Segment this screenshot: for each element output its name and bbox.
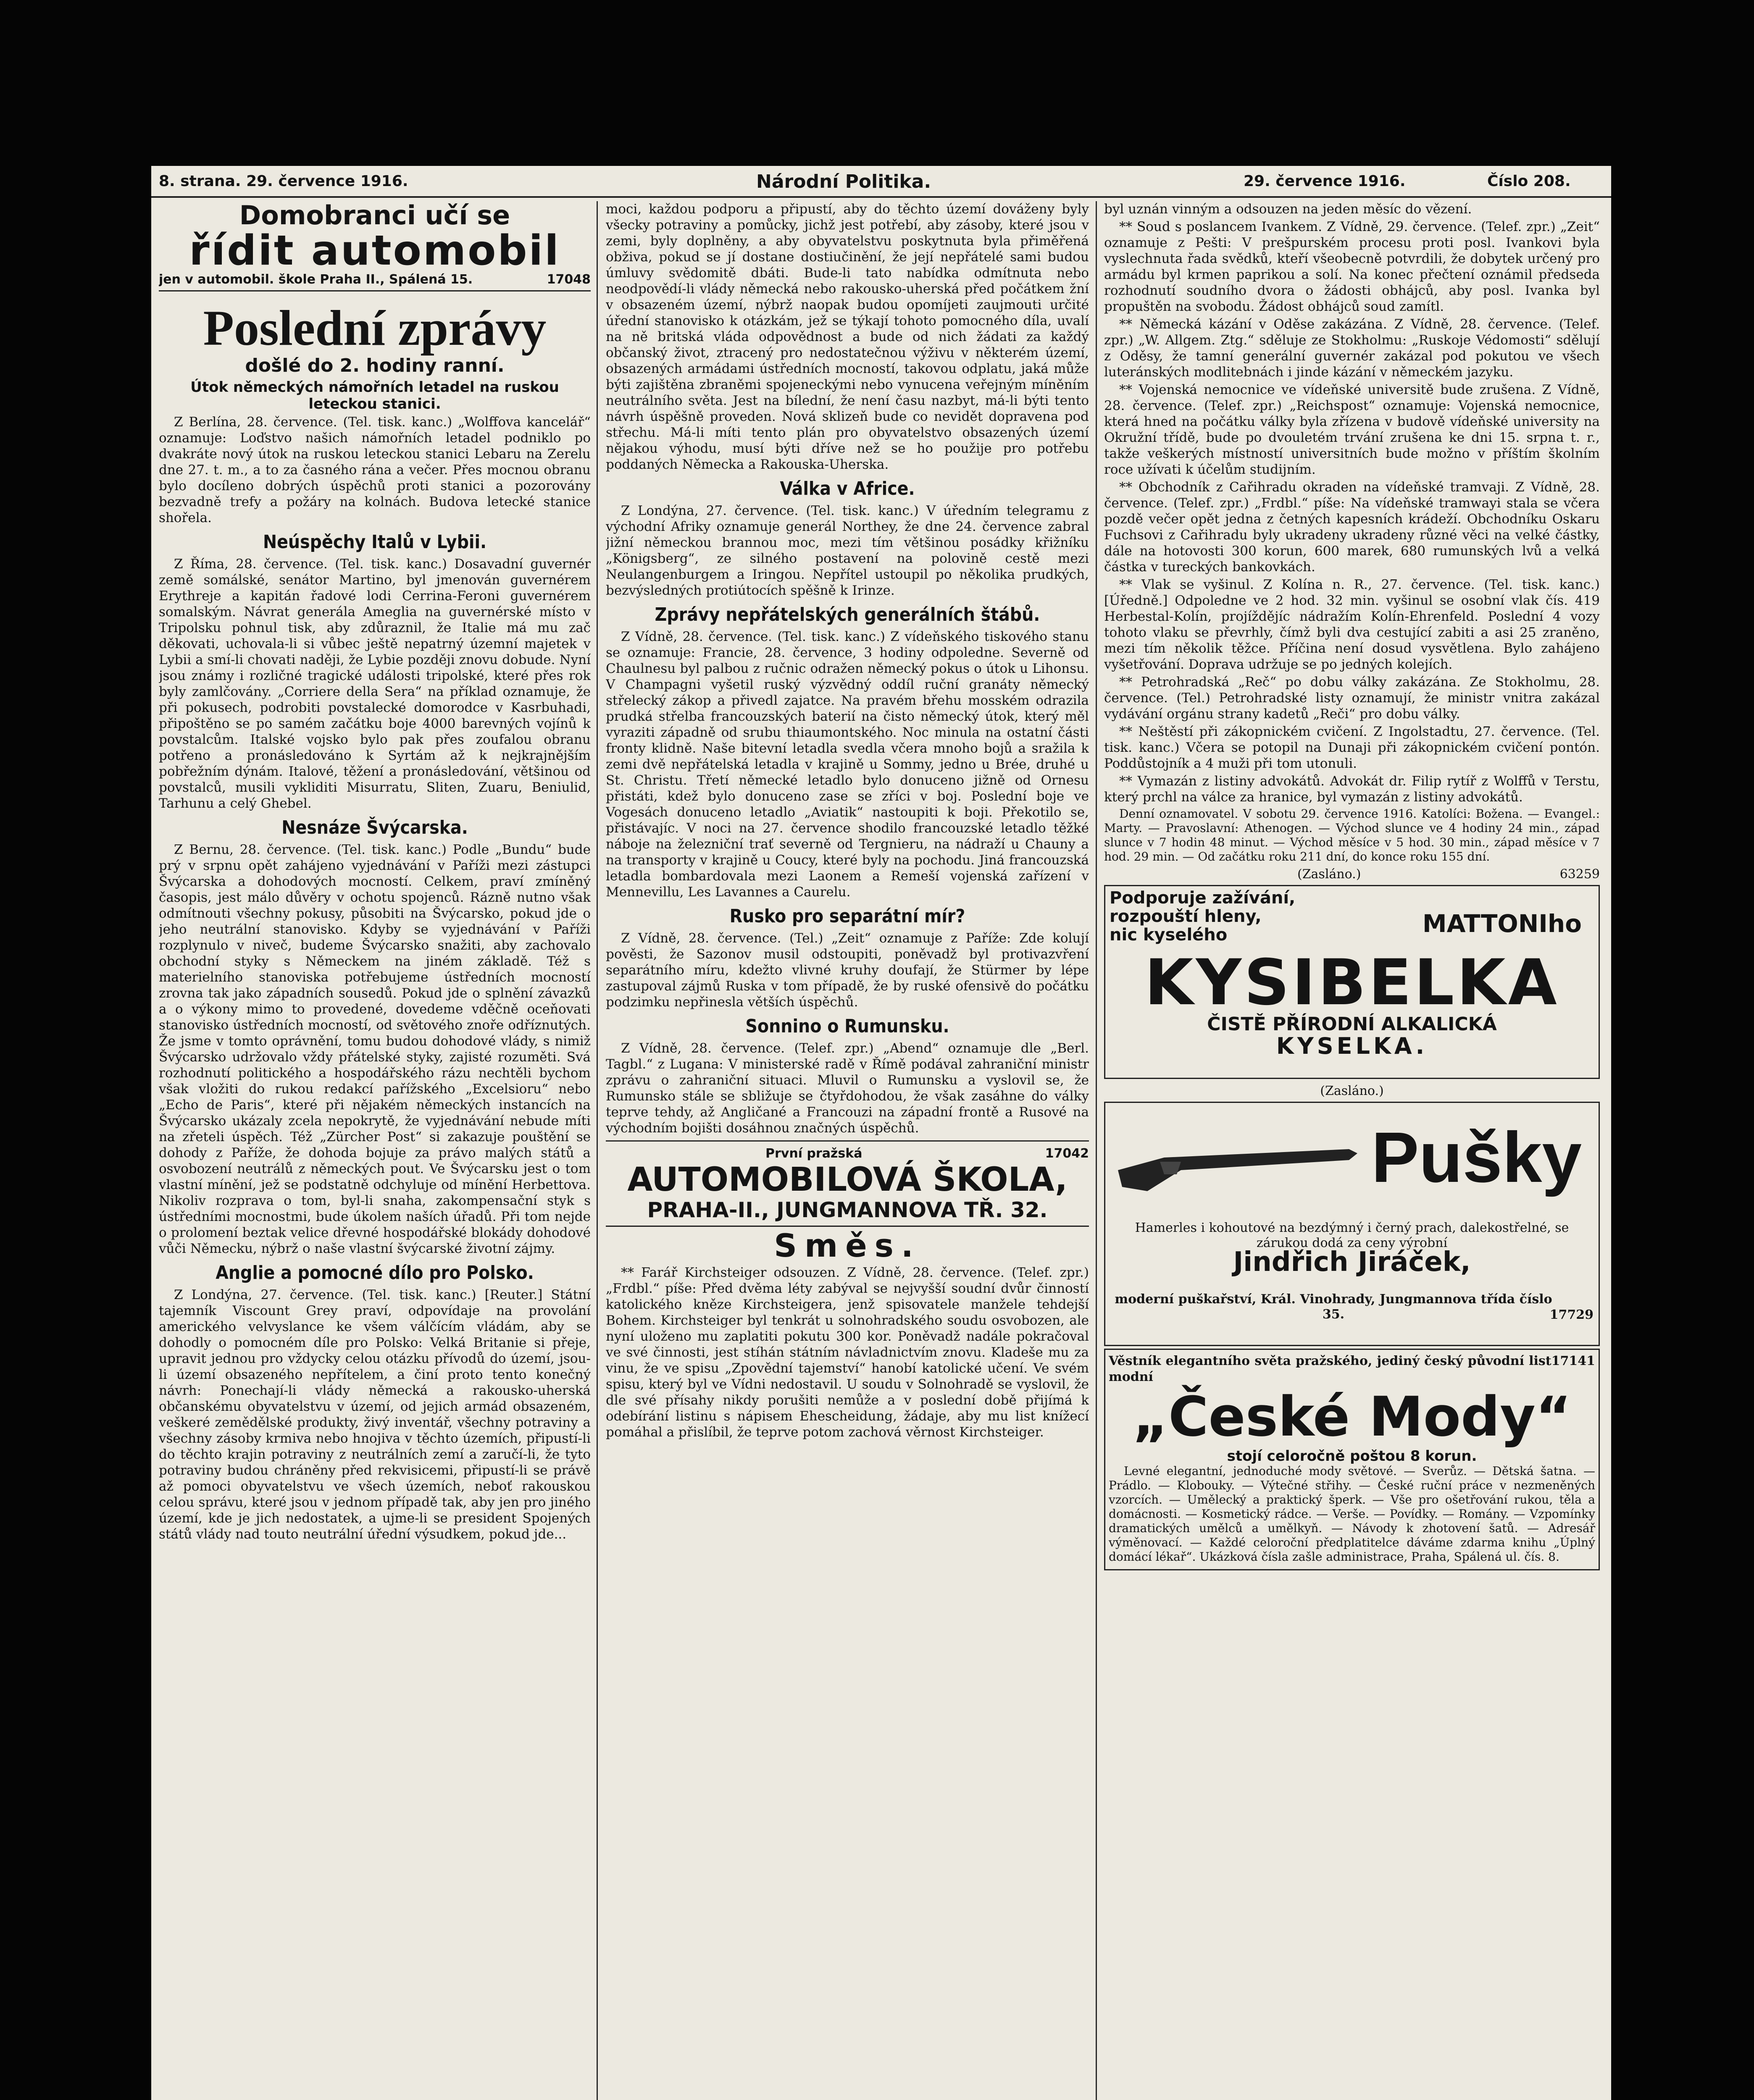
article-heading: Anglie a pomocné dílo pro Polsko. [216,1262,534,1284]
column-2 [606,201,1089,2100]
ad-label: (Zasláno.) [1297,867,1361,882]
driving-school-ad [159,201,591,291]
automobile-school-ad [606,1146,1089,1227]
latest-news-title: Poslední zprávy [203,300,547,356]
ad-subtitle: stojí celoročně poštou 8 korun. [1227,1448,1477,1465]
article-text: ** Farář Kirchsteiger odsouzen. Z Vídně, 28. července. (Telef. zpr.) „Frdbl.“ píše: Před dvěma léty zabýval se nejvyšší soudní dvůr činností katolického kněze Kirchsteigera, jenž spisovatele manžele tehdejší Bohem. Kirchsteiger byl tenkrát u solnohradského soudu osvobozen, ale nyní uloženo mu zaplatiti pokutu 300 kor. Poněvadž nadále pokračoval ve své činnosti, jest stíhán státním návladnictvím znovu. Kladeše mu za vinu, že ve spisu „Zpovědní tajemství“ hanobí katolické učení. Ve svém spisu, který byl ve Vídni nedostavil. U soudu v Solnohradě se vyslovil, že dle své přísahy nikdy porušiti nemůže a v poslední době přijímá k odebírání listinu s nápisem Ehescheidung, žádaje, aby mu list knížecí pomáhal a přislíbil, že teprve potom zachová věrnost Kirchsteiger. [606,1265,1089,1440]
news-item: ** Vlak se vyšinul. Z Kolína n. R., 27. července. (Tel. tisk. kanc.) [Úředně.] Odpoledne ve 2 hod. 32 min. vyšinul se osobní vlak čís. 419 Herbestal-Kolín, projíždějíc nádražím Kolín-Ehrenfeld. Poslední 4 vozy tohoto vlaku se převrhly, čímž byli dva cestující zabiti a asi 25 zraněno, mezi tím několik těžce. Příčina není dosud vysvětlena. Bylo zahájeno vyšetřování. Doprava udržuje se po jedných kolejích. [1104,577,1600,672]
ad-line: Podporuje zažívání, [1110,888,1296,908]
article-text: Z Vídně, 28. července. (Tel.) „Zeit“ oznamuje z Paříže: Zde kolují pověsti, že Sazonov musil odstoupiti, poněvadž byl protivazvření separátního míru, kdežto vlivné kruhy doufají, že Stürmer by lépe zastupoval zájmů Ruska v tom případě, že by ruské ofensivě do počátku podzimku nepřinesla větších úspěchů. [606,931,1089,1010]
ad-intro: Věstník elegantního světa pražského, jediný český původní list modní [1109,1354,1552,1384]
ad-code: 17048 [547,272,591,287]
newspaper-page [151,166,1611,2100]
column-3 [1104,201,1600,2100]
ad-code: 63259 [1559,867,1600,882]
column-rule [597,201,598,2100]
news-item: ** Neštěstí při zákopnickém cvičení. Z Ingolstadtu, 27. července. (Tel. tisk. kanc.) Včera se potopil na Dunaji při zákopnickém cvičení pontón. Poddůstojník a 4 muži při tom utonuli. [1104,724,1600,771]
article-text: Z Berlína, 28. července. (Tel. tisk. kanc.) „Wolffova kancelář“ oznamuje: Loďstvo našich námořních letadel podniklo po dvakráte nový útok na ruskou leteckou stanici Lebaru na Zerelu dne 27. t. m., a to za časného rána a večer. Přes mocnou obranu bylo docíleno dobrých úspěchů proti stanici a pozorovány bezvadně trefy a požáry na kolnách. Budova letecké stanice shořela. [159,415,591,525]
news-item: ** Německá kázání v Oděse zakázána. Z Vídně, 28. července. (Telef. zpr.) „W. Allgem. Ztg.“ sděluje ze Stokholmu: „Ruskoje Védomosti“ sdělují z Oděsy, že tamní generální guvernér zakázal pod pokutou ve všech luteránských modlitebnách i jinde kázání v německém jazyku. [1104,317,1600,380]
page-header [151,166,1611,198]
ad-text: Hamerles i kohoutové na bezdýmný i černý prach, dalekostřelné, se zárukou dodá za ceny výrobní [1135,1221,1569,1250]
article-heading: Nesnáze Švýcarska. [281,817,468,838]
mix-section-title: Směs. [774,1227,921,1264]
header-left: 8. strana. 29. července 1916. [159,173,408,190]
article-text: Z Londýna, 27. července. (Tel. tisk. kanc.) [Reuter.] Státní tajemník Viscount Grey praví, odpovídaje na provolání amerického velvyslance ke všem válčícím vládám, aby se dohodly o pomocném díle pro Polsko: Velká Britanie si přeje, upravit jednou pro vždycky celou otázku přívodů do území, jsou-li území obsazeného nepřítelem, a činí proto tento konečný návrh: Ponechají-li vlády německá a rakousko-uherská občanskému obyvatelstvu v území, od jejich armád obsazeném, veškeré zemědělské produkty, živý inventář, všechny potraviny a všechny zásoby krmiva nebo hnojiva v těchto územích, připustí-li do těchto krajin potraviny z neutrálních zemí a zaručí-li, že tyto potraviny budou chráněny před rekvisicemi, připustí-li se právě až pomoci obyvatelstvu ve všech územích, neboť rakouskou celou správu, které jsou v jednom případě tak, aby jen pro jiného území, kde je jich nedostatek, a ujme-li se president Spojených států vlády nad touto neutrální úřední výsudkem, pokud jde... [159,1287,591,1542]
ad-code: 17042 [1045,1146,1089,1161]
column-1 [159,201,591,2100]
ad-code: 17729 [1549,1307,1594,1322]
daily-almanac: Denní oznamovatel. V sobotu 29. července 1916. Katolíci: Božena. — Evangel.: Marty. — Pravoslavní: Athenogen. — Východ slunce ve 4 hodiny 24 min., západ slunce v 7 hodin 48 minut. — Východ měsíce v 5 hod. 30 min., západ měsíce v 7 hod. 29 min. — Od začátku roku 211 dní, do konce roku 155 dní. [1104,807,1600,864]
article-heading: Sonnino o Rumunsku. [745,1016,949,1037]
article-text: Z Říma, 28. července. (Tel. tisk. kanc.) Dosavadní guvernér země somálské, senátor Martino, byl jmenován guvernérem Erythreje a kapitán řadové lodi Cerrina-Feroni guvernérem somalským. Návrat generála Ameglia na guvernérské místo v Tripolsku pohnul tisk, aby zdůraznil, že Italie má mu zač děkovati, uchovala-li si vůbec ještě nepatrný územní majetek v Lybii a smí-li chovati naději, že Lybie později znovu dobude. Nyní jsou známy i rozličné tragické události tripolské, které přes rok byly zamlčovány. „Corriere della Sera“ na příklad oznamuje, že při pokusech, podrobiti povstalecké domorodce v Kasrbuhadi, připoštěno se po samém začátku boje 4000 barevných vojínů k povstalcům. Italské vojsko bylo pak přes zoufalou obranu potřeno a pronásledováno k Syrtám až k nejkrajnějším pobřežním dýnám. Italové, těžení a pronásledování, většinou od povstalců, musili vykliditi Misurratu, Sliten, Zuaru, Beniulid, Tarhunu a celý Ghebel. [159,556,591,811]
ad-address: jen v automobil. škole Praha II., Spálená 15. [159,272,473,287]
news-item: ** Petrohradská „Reč“ po dobu války zakázána. Ze Stokholmu, 28. července. (Tel.) Petrohradské listy oznamují, že ministr vnitra zakázal vydávání orgánu strany kadetů „Reči“ pro dobu války. [1104,675,1600,722]
rifles-ad [1104,1102,1600,1346]
column-rule [1096,201,1097,2100]
article-heading: Zprávy nepřátelských generálních štábů. [655,604,1040,625]
ad-code: 17141 [1551,1354,1595,1368]
divider [606,1140,1089,1142]
article-text: Z Bernu, 28. července. (Tel. tisk. kanc.) Podle „Bundu“ bude prý v srpnu opět zahájeno vyjednávání v Paříži mezi zástupci Švýcarska a dohodových mocností. Celkem, praví zmíněný časopis, jest málo důvěry v ochotu spojenců. Rázně nutno však odmítnouti všechny pokusy, působiti na Švýcarsko, pokud jde o jeho neutrální stanovisko. Kdyby se vyjednávání v Paříži rozplynulo v niveč, budeme Švýcarsko snažiti, aby zachovalo obchodní styky s Německem na jiném základě. Též s materielního stanoviska potřebujeme ústředních mocností zrovna tak jako západních sousedů. Pokud jde o splnění závazků a o výkony mimo to provedené, dovedeme vděčně oceňovati stanovisko ústředních mocností, od světového znoře odříznutých. Že jsme v tomto oprávnění, tomu budou dohodové vlády, s nimiž Švýcarsko udržovalo vždy přátelské styky, zajisté rozuměti. Svá rozhodnutí politického a hospodářského rázu nechtěli bychom však vložiti do rukou redakcí pařížského „Excelsioru“ nebo „Echo de Paris“, které při nějakém německých instancích na Švýcarsko ukázaly zcela nepokrytě, že vyjednávání nebude míti na zřeteli úspěch. Též „Zürcher Post“ si zakazuje pouštění se dohody z Paříže, že dohoda bojuje za právo malých států a osvobození neutrálů z německých pout. Ve Švýcarsku jest o tom vlastní mínění, jež se podstatně odchyluje od mínění Herbettova. Nikoliv rozprava o tom, byl-li snaha, zakompensační styk s ústředními mocnostmi, bude úkolem naších úřadů. Při tom nejde o prolomení beztak velice dřevné hospodářské blokády dohodové vůči Německu, nýbrž o naše vlastní švýcarské životní zájmy. [159,842,591,1256]
ad-address: moderní puškařství, Král. Vinohrady, Jungmannova třída číslo 35. [1115,1292,1552,1322]
header-date: 29. července 1916. [1244,173,1406,190]
ad-name: Jindřich Jiráček, [1233,1247,1471,1278]
mattoni-ad [1104,885,1600,1079]
ad-line: nic kyselého [1110,925,1228,945]
article-text: Z Londýna, 27. července. (Tel. tisk. kanc.) V úředním telegramu z východní Afriky oznamuje generál Northey, že dne 24. července zabral jižní německou brannou moc, mezi tím většinou posádky křižníku „Königsberg“, ze silného postavení na polovině cestě mezi Neulangenburgem a Iringou. Nepřítel ustoupil po několika prudkých, bezvýsledných protiútocích spěšně k Irinze. [606,503,1089,598]
newspaper-masthead: Národní Politika. [756,171,931,192]
ad-line: rozpouští hleny, [1110,907,1262,926]
article-heading: Rusko pro separátní mír? [729,906,965,927]
latest-news-subtitle: došlé do 2. hodiny ranní. [245,355,505,376]
ad-title-2: řídit automobil [189,227,560,275]
ad-label: (Zasláno.) [1320,1084,1384,1098]
news-item: ** Obchodník z Cařihradu okraden na vídeňské tramvaji. Z Vídně, 28. července. (Telef. zpr.) „Frdbl.“ píše: Na vídeňské tramwayi stala se včera pozdě večer opět jedna z četných kapesních krádeží. Obchodníku Oskaru Fuchsovi z Cařihradu byly ukradeny ukradeny různé věci na velké částky, dále na hotovosti 300 korun, 600 marek, 680 rumunských lvů a velká částka v tureckých bankovkách. [1104,480,1600,575]
ad-brand: MATTONIho [1422,909,1582,938]
ad-title: Pušky [1371,1118,1582,1197]
ad-intro: První pražská [765,1146,863,1161]
ad-address: PRAHA-II., JUNGMANNOVA TŘ. 32. [647,1198,1048,1222]
news-item: ** Vymazán z listiny advokátů. Advokát dr. Filip rytíř z Wolffů v Terstu, který prchl na válce za hranice, byl vymazán z listiny advokátů. [1104,774,1600,805]
ad-title: KYSIBELKA [1144,946,1559,1019]
ad-title-1: Domobranci učí se [239,201,510,231]
article-heading: Neúspěchy Italů v Lybii. [263,531,487,553]
news-item: ** Soud s poslancem Ivankem. Z Vídně, 29. července. (Telef. zpr.) „Zeit“ oznamuje z Pešti: V prešpurském procesu proti posl. Ivankovi byla vyslechnuta řada svědků, kteří všeobecně potvrdili, že dobytek určený pro armádu byl krmen paprikou a solí. Na konec přečtení oznámil předseda rozhodnutí soudního dvora o žádosti obhájců, aby posl. Ivanka byl propuštěn na svobodu. Žádost obhájců soud zamítl. [1104,219,1600,314]
ad-title: „České Mody“ [1132,1385,1572,1449]
ad-subtitle: KYSELKA. [1276,1033,1428,1059]
rifle-icon [1114,1120,1366,1212]
article-heading: Válka v Africe. [780,478,915,499]
issue-number: Číslo 208. [1487,173,1571,190]
article-text: Z Vídně, 28. července. (Telef. zpr.) „Abend“ oznamuje dle „Berl. Tagbl.“ z Lugana: V ministerské radě v Římě podával zahraniční ministr zprávu o zahraniční situaci. Mluvil o Rumunsku a vyslovil se, že Rumunsko stále se sbližuje se čtyřdohodou, že však zasáhne do války teprve tehdy, až Angličané a Francouzi na západní frontě a Rusové na východním bojišti dosáhnou značných úspěchů. [606,1041,1089,1136]
ad-subtitle: ČISTĚ PŘÍRODNÍ ALKALICKÁ [1207,1013,1497,1035]
fashion-magazine-ad [1104,1349,1600,1570]
ad-title: AUTOMOBILOVÁ ŠKOLA, [627,1161,1068,1199]
article-text: Z Vídně, 28. července. (Tel. tisk. kanc.) Z vídeňského tiskového stanu se oznamuje: Francie, 28. července, 3 hodiny odpoledne. Severně od Chaulnesu byl palbou z ručnic odražen německý pokus o útok u Lihonsu. V Champagni vyšetil ruský výzvědný oddíl ruční granáty německý střelecký zákop a přivedl zajatce. Na pravém břehu mosském odrazila prudká střelba francouzských baterií na čisto německý útok, který měl vyraziti západně od srubu thiaumontského. Noc minula na ostatní části fronty klidně. Naše bitevní letadla svedla včera mnoho bojů a sražila k zemi dvě nepřátelská letadla v krajině u Sommy, jedno u Brée, druhé u St. Christu. Třetí německé letadlo bylo donuceno jižně od Ornesu přistáti, kdež bylo donuceno zase se zříci v boj. Poslední boje ve Vogesách donuceno letadlo „Aviatik“ nastoupiti k boji. Překotilo se, přistávajíc. V noci na 27. července shodilo francouzské letadlo těžké náboje na železniční trať severně od Tergnieru, na nádraží u Chauny a na transporty v krajině u Coucy, které byly na pochodu. Jiná francouzská letadla bombardovala mezi Laonem a Remeší vojenská zařízení v Mennevillu, Les Lavannes a Caurelu. [606,629,1089,900]
article-heading: Útok německých námořních letadel na ruskou leteckou stanici. [190,379,559,412]
article-text: byl uznán vinným a odsouzen na jeden měsíc do vězení. [1104,202,1472,217]
article-text: moci, každou podporu a připustí, aby do těchto území dováženy byly všecky potraviny a pomůcky, jichž jest potřebí, aby zásoby, které jsou v zemi, byly doplněny, a aby obyvatelstvu poskytnuta byla přiměřená obživa, pokud se jí dostane dostiučinění, že její nepřátelé sami budou úmluvy svědomitě dbáti. Bude-li tato nabídka odmítnuta nebo neodpovědí-li vlády německá nebo rakousko-uherská před počátkem žní v obsazeném území, nýbrž naopak budou opomíjeti zaujmouti určité úřední stanovisko k otázkám, jež se týkají tohoto pomocného díla, uvalí na ně britská vláda odpovědnost a bude od nich žádati za každý občanský život, ztracený pro nedostatečnou výživu v některém území, obsazených armádami ústředních mocností, takovou odplatu, jaká může býti zajištěna zbraněmi spojeneckými nebo vynucena veřejným míněním neutrálního světa. Jest na bílední, že není času nazbyt, má-li býti tento návrh úspěšně proveden. Nová sklizeň bude co nevidět dopravena pod střechu. Má-li míti tento plán pro obyvatelstvo obsazených území nějakou výhodu, musí býti dříve než se ho použije pro potřebu poddaných Německa a Rakouska-Uherska. [606,202,1089,472]
news-item: ** Vojenská nemocnice ve vídeňské universitě bude zrušena. Z Vídně, 28. července. (Telef. zpr.) „Reichspost“ oznamuje: Vojenská nemocnice, která hned na počátku války byla zřízena v budově vídeňské university na Okružní třídě, bude po dvouletém trvání zrušena ke dni 15. srpna t. r., takže veškerých místností universitních bude možno v příštím školním roce užívati k účelům studijním. [1104,382,1600,477]
ad-text: Levné elegantní, jednoduché mody světové. — Sverůz. — Dětská šatna. — Prádlo. — Klobouky. — Výtečné střihy. — České ruční práce v nezmeněných vzorcích. — Umělecký a praktický šperk. — Vše pro ošetřování rukou, těla a domácnosti. — Kosmetický rádce. — Verše. — Povídky. — Romány. — Vzpomínky dramatických umělců a umělkyň. — Návody k zhotovení šatů. — Adresář výměnovací. — Každé celoroční předplatitelce dáváme zdarma knihu „Úplný domácí lékař“. Ukázková čísla zašle administrace, Praha, Spálená ul. čís. 8. [1109,1464,1595,1564]
